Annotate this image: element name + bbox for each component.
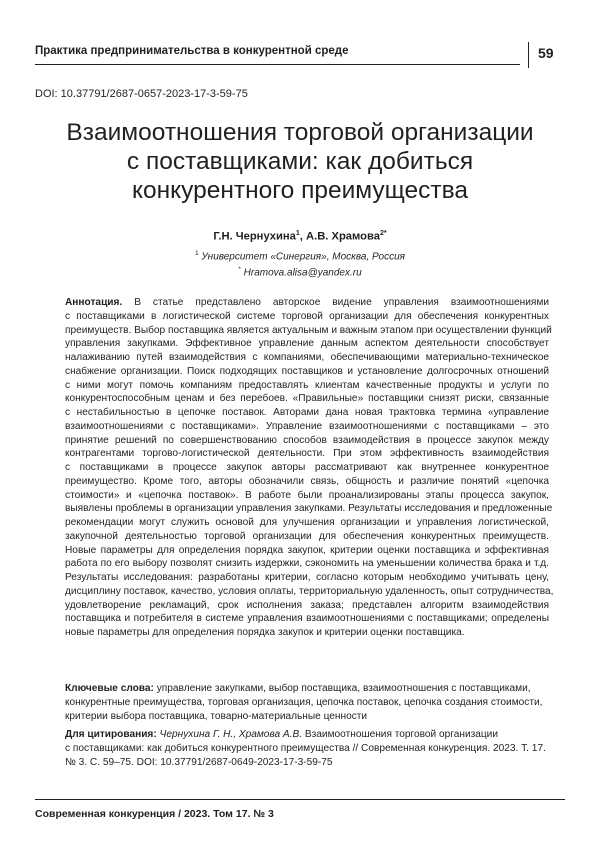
email-text: Hramova.alisa@yandex.ru <box>243 267 362 279</box>
abstract-line: управления закупками. Эффективное управление данным аспектом деятельности способствует <box>65 338 549 350</box>
abstract-line: работа по его выбору позволят снизить издержки, сэкономить на уменьшении количества брака и т.д. <box>65 558 549 570</box>
abstract-line: дисциплину поставок, качество, условия оплаты, территориальную удаленность, опыт сотрудничества, <box>65 585 554 597</box>
author-affiliation-mark: 1 <box>295 230 300 237</box>
abstract-line: снабжение организации. Поиск подходящих поставщиков и установление долгосрочных отношений <box>65 365 549 377</box>
abstract-line: с нестабильностью в цепочке поставок. Авторами дана новая трактовка термина «управление <box>65 407 549 418</box>
abstract-line: принятие решений по совершенствованию способов взаимодействия в процессе закупок между <box>65 434 549 446</box>
citation-line: № 3. С. 59–75. DOI: 10.37791/2687-0649-2023-17-3-59-75 <box>65 756 333 768</box>
abstract-line: удовлетворение рекламаций, срок исполнения заказа; представлен алгоритм взаимодействия <box>65 599 549 611</box>
abstract-line: Результаты исследования: разработаны критерии, согласно которым необходимо учитывать цену, <box>65 572 549 583</box>
abstract-line: рекомендации могут служить основой для улучшения организации и управления логистической, <box>65 517 549 528</box>
abstract-line: с ними могут помочь компаниям предоставлять клиентам качественные продукты и услуги по <box>65 379 549 391</box>
affiliation-text: Университет «Синергия», Москва, Россия <box>201 251 405 263</box>
abstract-line: контрагентами торгово-логистической деятельности. При этом эффективность взаимодействия <box>65 448 549 460</box>
abstract-line: с поставщиками в логистической системе торговой организации для обеспечения конкурентных <box>65 310 549 322</box>
keywords <box>65 682 549 723</box>
keywords-label: Ключевые слова: <box>65 683 154 694</box>
header-divider <box>35 64 520 65</box>
citation-first-line: Взаимоотношения торговой организации <box>304 729 498 740</box>
abstract-line: стоимости» и «цепочка поставок». В работе были проанализированы этапы процесса закупок, <box>65 489 549 501</box>
affiliation-mark: 1 <box>195 250 199 257</box>
citation-authors: Чернухина Г. Н., Храмова А.В. <box>159 729 303 740</box>
author-affiliation-mark: 2* <box>379 230 387 237</box>
abstract-line: выявлены проблемы в организации управления закупками. Результаты исследования и предложенные <box>65 503 553 515</box>
abstract-line: закупочной деятельностью торговой организации для обеспечения конкурентных преимуществ. <box>65 530 549 542</box>
page-number: 59 <box>538 45 554 61</box>
abstract-line: поставщика и потребителя в системе управления взаимоотношениями с поставщиками; определены <box>65 613 549 625</box>
citation-line: с поставщиками: как добиться конкурентного преимущества // Современная конкуренция. 2023. Т. 17. <box>65 742 546 754</box>
author-name: А.В. Храмова <box>306 230 380 243</box>
journal-footer: Современная конкуренция / 2023. Том 17. № 3 <box>35 808 274 820</box>
abstract-line: с поставщиками в процессе закупок авторы рассматривают как внутреннее конкурентное <box>65 462 549 473</box>
title-line: конкурентного преимущества <box>131 177 469 204</box>
abstract-line: преимуществ. Выбор поставщика является актуальным и важным этапом при осуществлении функций <box>65 324 552 336</box>
abstract-label: Аннотация. <box>65 297 123 308</box>
journal-section-title: Практика предпринимательства в конкурентной среде <box>35 45 349 57</box>
abstract-line: налаживанию путей взаимодействия с компаниями, обеспечивающими материально-техническое <box>65 352 549 363</box>
affiliation <box>0 250 600 262</box>
keywords-first-line: управление закупками, выбор поставщика, взаимоотношения с поставщиками, <box>156 683 531 694</box>
authors <box>0 230 600 243</box>
keywords-line: критерии выбора поставщика, товарно-материальные ценности <box>65 710 368 722</box>
keywords-line: конкурентные преимущества, торговая организация, цепочка поставок, цепочка создания стоимости, <box>65 696 543 708</box>
keywords-line <box>65 682 549 696</box>
title-line: Взаимоотношения торговой организации <box>66 119 534 146</box>
author-name: Г.Н. Чернухина <box>213 230 296 243</box>
abstract-line: взаимоотношениями с поставщиками». Управление взаимоотношениями с поставщиками – это <box>65 420 549 432</box>
header-vertical-divider <box>528 42 529 68</box>
abstract-line <box>65 296 549 310</box>
abstract-line: новые параметры для определения порядка закупок и критерии оценки поставщика. <box>65 627 465 638</box>
citation-line <box>65 728 549 742</box>
email-mark: * <box>238 266 241 273</box>
contact-email <box>0 266 600 278</box>
article-title <box>30 118 570 205</box>
abstract-line: Новые параметры для определения порядка закупок, критерии оценки поставщика и эффективная <box>65 544 549 556</box>
abstract-line: преимущество. Кроме того, авторы обозначили связь, общность и различие понятий «цепочка <box>65 475 549 487</box>
abstract-line: конкурентоспособным ценам и без перебоев. «Правильные» поставщики снизят риски, связанные <box>65 393 549 405</box>
citation-label: Для цитирования: <box>65 729 157 740</box>
abstract <box>65 296 554 640</box>
footer-divider <box>35 799 565 800</box>
doi: DOI: 10.37791/2687-0657-2023-17-3-59-75 <box>35 88 248 100</box>
author-separator: , <box>299 230 307 243</box>
title-line: с поставщиками: как добиться <box>126 148 474 175</box>
citation <box>65 728 549 769</box>
abstract-first-line: В статье представлено авторское видение управления взаимоотношениями <box>134 297 549 308</box>
